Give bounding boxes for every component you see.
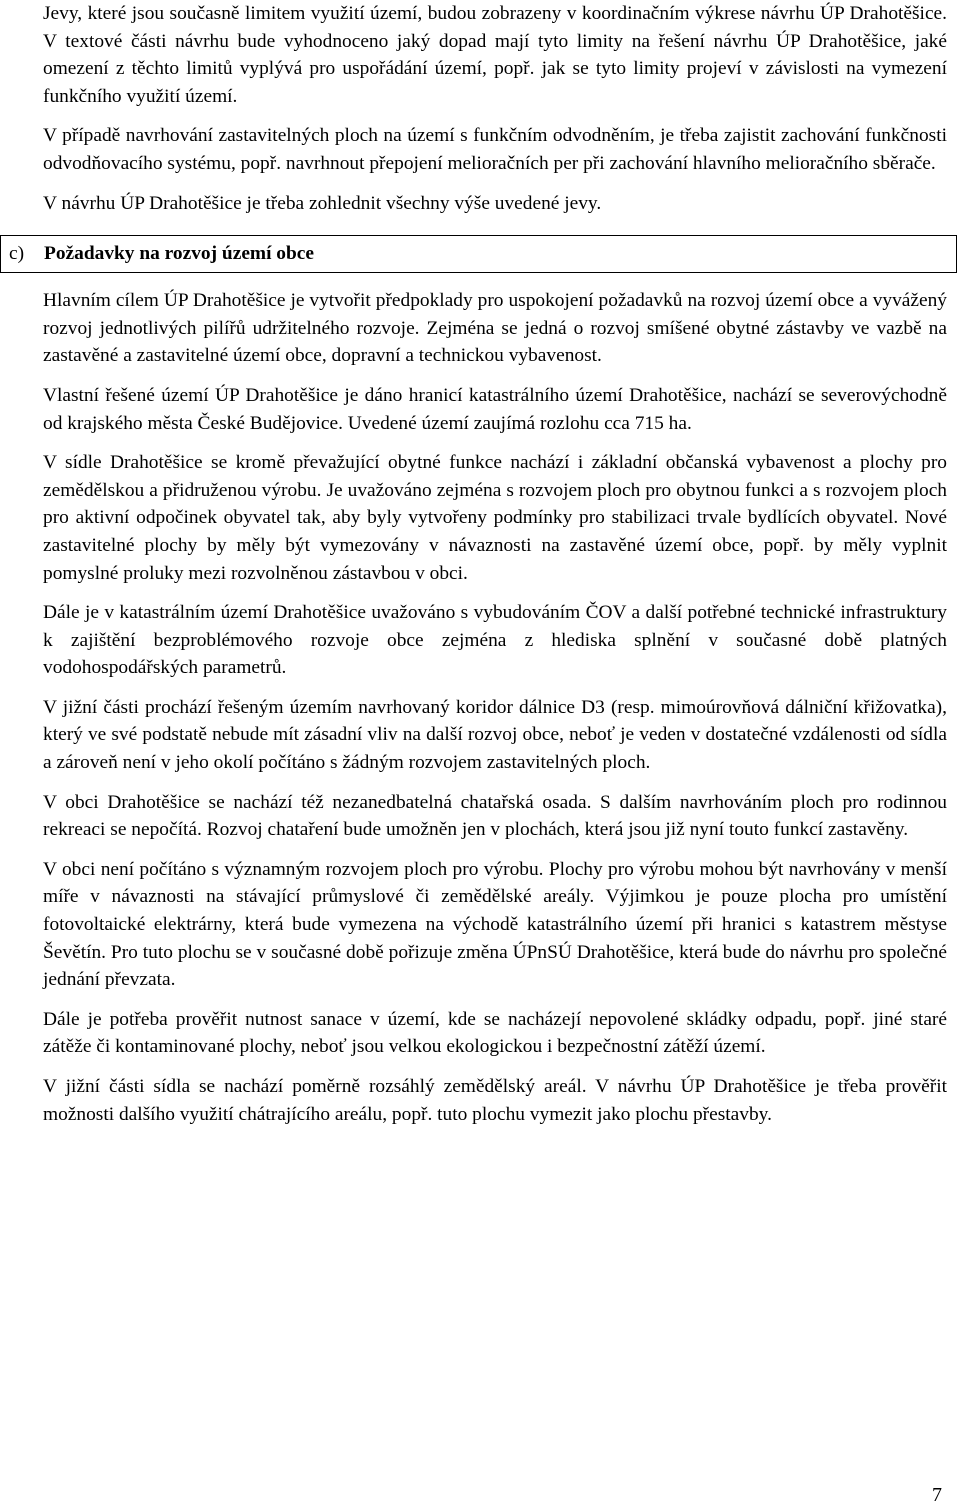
section-title: Požadavky na rozvoj území obce [44, 243, 315, 265]
paragraph-recreation: V obci Drahotěšice se nachází též nezanedbatelná chatařská osada. S dalším navrhováním ploch pro rodinnou rekreaci se nepočítá. Rozvoj chataření bude umožněn jen v plochách, která jsou již nyní touto funkcí zastavěny. [43, 791, 947, 841]
paragraph-limits: Jevy, které jsou současně limitem využití území, budou zobrazeny v koordinačním výkrese návrhu ÚP Drahotěšice. V textové části návrhu bude vyhodnoceno jaký dopad mají tyto limity na řešení návrhu ÚP Drahotěšice, jaké omezení z těchto limitů vyplývá pro uspořádání území, popř. jak se tyto limity projeví v závislosti na vymezení funkčního využití území. [43, 3, 947, 107]
paragraph-highway: V jižní části prochází řešeným územím navrhovaný koridor dálnice D3 (resp. mimoúrovňová dálniční křižovatka), který ve své podstatě nebude mít zásadní vliv na další rozvoj obce, neboť je veden v dostatečné vzdálenosti od sídla a zároveň není v jeho okolí počítáno s žádným rozvojem zastavitelných ploch. [43, 696, 947, 774]
paragraph-agricultural-area: V jižní části sídla se nachází poměrně rozsáhlý zemědělský areál. V návrhu ÚP Drahotěšice je třeba prověřit možnosti dalšího využití chátrajícího areálu, popř. tuto plochu vymezit jako plochu přestavby. [43, 1076, 947, 1125]
document-page [9, 0, 947, 1140]
paragraph-consider: V návrhu ÚP Drahotěšice je třeba zohlednit všechny výše uvedené jevy. [43, 192, 602, 214]
paragraph-infrastructure: Dále je v katastrálním území Drahotěšice uvažováno s vybudováním ČOV a další potřebné technické infrastruktury k zajištění bezproblémového rozvoje obce zejména z hlediska splnění v současné době platných vodohospodářských parametrů. [43, 602, 947, 679]
section-label: c) [9, 243, 25, 265]
paragraph-production: V obci není počítáno s významným rozvojem ploch pro výrobu. Plochy pro výrobu mohou být navrhovány v menší míře v návaznosti na stávající průmyslové či zemědělské areály. Výjimkou je pouze plocha pro umístění fotovoltaické elektrárny, která bude vymezena na východě katastrálního území při hranici s katastrem městyse Ševětín. Pro tuto plochu se v současné době pořizuje změna ÚPnSÚ Drahotěšice, která bude do návrhu pro společné jednání převzata. [43, 858, 947, 991]
page-number: 7 [932, 1484, 942, 1507]
paragraph-territory: Vlastní řešené území ÚP Drahotěšice je dáno hranicí katastrálního území Drahotěšice, nachází se severovýchodně od krajského města České Budějovice. Uvedené území zaujímá rozlohu cca 715 ha. [43, 384, 947, 434]
paragraph-drainage: V případě navrhování zastavitelných ploch na území s funkčním odvodněním, je třeba zajistit zachování funkčnosti odvodňovacího systému, popř. navrhnout přepojení melioračních per při zachování hlavního melioračního sběrače. [43, 125, 947, 174]
paragraph-settlement: V sídle Drahotěšice se kromě převažující obytné funkce nachází i základní občanská vybavenost a plochy pro zemědělskou a přidruženou výrobu. Je uvažováno zejména s rozvojem ploch pro obytnou funkci a s rozvojem ploch pro aktivní odpočinek obyvatel tak, aby byly vytvořeny podmínky pro stabilizaci trvale bydlících obyvatel. Nové zastavitelné plochy by měly být vymezovány v návaznosti na zastavěné území obce, popř. by měly vyplnit pomyslné proluky mezi rozvolněnou zástavbou v obci. [43, 452, 947, 584]
paragraph-main-goal: Hlavním cílem ÚP Drahotěšice je vytvořit předpoklady pro uspokojení požadavků na rozvoj území obce a vyvážený rozvoj jednotlivých pilířů udržitelného rozvoje. Zejména se jedná o rozvoj smíšené obytné zástavby ve vazbě na zastavěné a zastavitelné území obce, dopravní a technickou vybavenost. [43, 290, 947, 367]
paragraph-remediation: Dále je potřeba prověřit nutnost sanace v území, kde se nacházejí nepovolené skládky odpadu, popř. jiné staré zátěže či kontaminované plochy, neboť jsou velkou ekologickou i bezpečnostní zátěží území. [43, 1008, 947, 1058]
section-heading-box [0, 235, 957, 273]
